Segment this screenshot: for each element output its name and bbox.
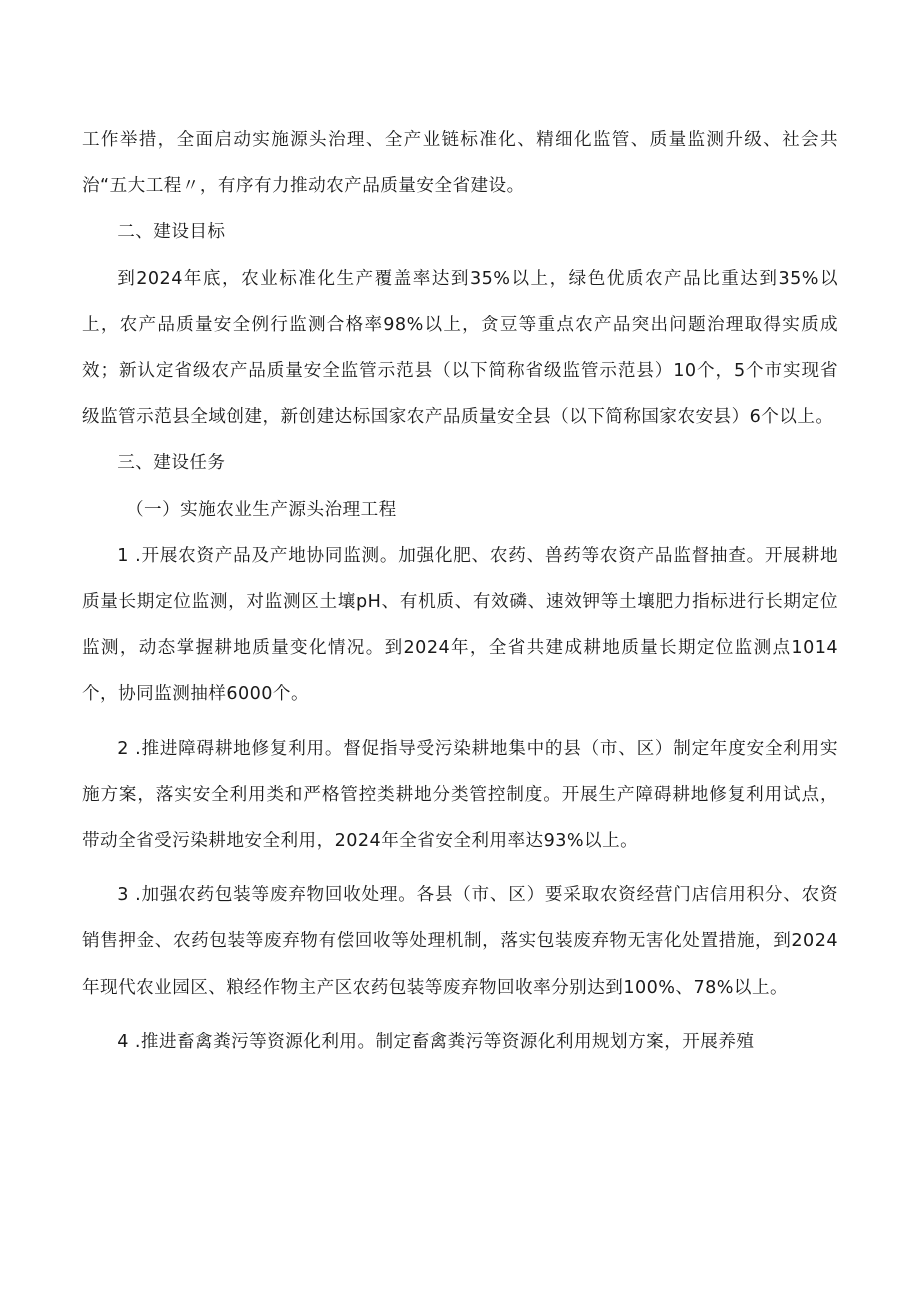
task-item-2: 2 .推进障碍耕地修复利用。督促指导受污染耕地集中的县（市、区）制定年度安全利用实施方案，落实安全利用类和严格管控类耕地分类管控制度。开展生产障碍耕地修复利用试点，带动全省受污染耕地安全利用，2024年全省安全利用率达93%以上。 <box>82 738 838 852</box>
task-item-3: 3 .加强农药包装等废弃物回收处理。各县（市、区）要采取农资经营门店信用积分、农资销售押金、农药包装等废弃物有偿回收等处理机制，落实包装废弃物无害化处置措施，到2024年现代农业园区、粮经作物主产区农药包装等废弃物回收率分别达到100%、78%以上。 <box>82 885 838 998</box>
subsection-heading-source-governance: （一）实施农业生产源头治理工程 <box>126 499 397 520</box>
section-heading-tasks: 三、建设任务 <box>117 453 226 474</box>
goals-paragraph: 到2024年底，农业标准化生产覆盖率达到35%以上，绿色优质农产品比重达到35%以上，农产品质量安全例行监测合格率98%以上，贪豆等重点农产品突出问题治理取得实质成效；新认定省级农产品质量安全监管示范县（以下简称省级监管示范县）10个，5个市实现省级监管示范县全域创建，新创建达标国家农产品质量安全县（以下简称国家农安县）6个以上。 <box>82 268 838 428</box>
task-item-4: 4 .推进畜禽粪污等资源化利用。制定畜禽粪污等资源化利用规划方案，开展养殖 <box>117 1031 755 1052</box>
document-body <box>82 117 838 1065</box>
task-item-1: 1 .开展农资产品及产地协同监测。加强化肥、农药、兽药等农资产品监督抽查。开展耕地质量长期定位监测，对监测区土壤pH、有机质、有效磷、速效钾等土壤肥力指标进行长期定位监测，动态掌握耕地质量变化情况。到2024年，全省共建成耕地质量长期定位监测点1014个，协同监测抽样6000个。 <box>82 545 838 705</box>
section-heading-goals: 二、建设目标 <box>117 222 226 243</box>
continuation-paragraph: 工作举措，全面启动实施源头治理、全产业链标准化、精细化监管、质量监测升级、社会共治“五大工程〃，有序有力推动农产品质量安全省建设。 <box>82 130 838 197</box>
